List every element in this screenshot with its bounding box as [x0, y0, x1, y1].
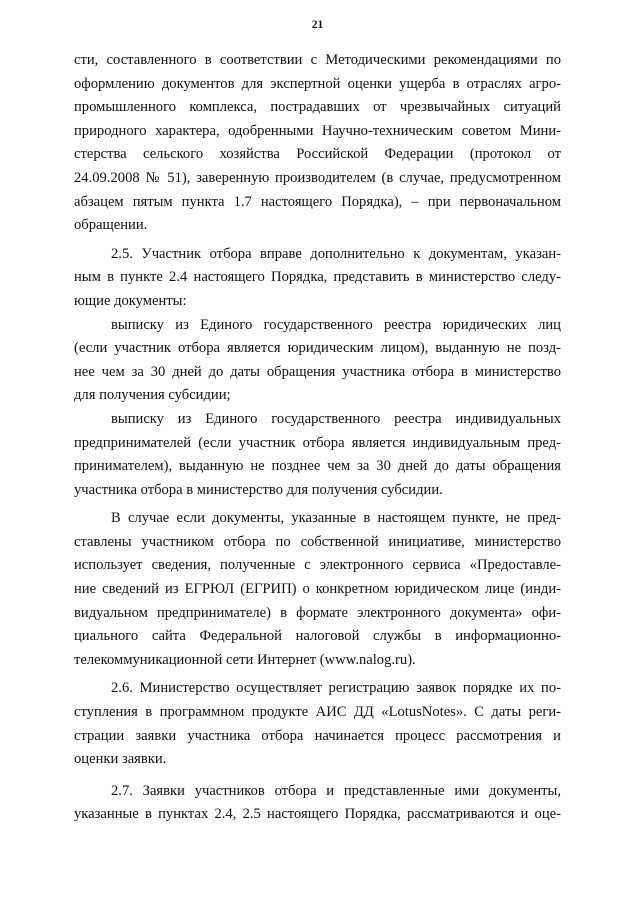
page-number: 21 — [311, 19, 324, 31]
text-line: 2.5. Участник отбора вправе дополнительно к документам, указан- — [111, 245, 561, 262]
text-line: ставлены участником отбора по собственной инициативе, министерство — [74, 533, 561, 550]
text-line: В случае если документы, указанные в настоящем пункте, не пред- — [111, 510, 561, 527]
text-line: нее чем за 30 дней до даты обращения участника отбора в министерство — [74, 363, 561, 380]
text-line: (если участник отбора является юридическим лицом), выданную не позд- — [74, 340, 561, 357]
text-line: 2.7. Заявки участников отбора и представленные ими документы, — [111, 782, 561, 799]
text-line: стерства сельского хозяйства Российской Федерации (протокол от — [74, 146, 561, 163]
text-line: страции заявки участника отбора начинается процесс рассмотрения и — [74, 727, 561, 744]
text-line: видуальном предпринимателе) в формате электронного документа» офи- — [74, 604, 561, 621]
text-line: ющие документы: — [74, 292, 187, 309]
text-line: 24.09.2008 № 51), заверенную производителем (в случае, предусмотренном — [74, 169, 561, 186]
text-line: абзацем пятым пункта 1.7 настоящего Порядка), – при первоначальном — [74, 193, 561, 210]
text-line: циального сайта Федеральной налоговой службы в информационно- — [74, 628, 561, 645]
text-line: оценки заявки. — [74, 751, 167, 768]
text-line: указанные в пунктах 2.4, 2.5 настоящего Порядка, рассматриваются и оце- — [74, 806, 561, 823]
text-line: промышленного комплекса, пострадавших от чрезвычайных ситуаций — [74, 99, 561, 116]
text-line: обращении. — [74, 217, 148, 234]
text-line: сти, составленного в соответствии с Методическими рекомендациями по — [74, 52, 561, 68]
text-line: использует сведения, полученные с электронного сервиса «Предоставле- — [74, 557, 561, 574]
text-line: ступления в программном продукте АИС ДД «LotusNotes». С даты реги- — [74, 704, 561, 721]
text-line: выписку из Единого государственного реестра юридических лиц — [111, 316, 561, 333]
document-body — [74, 49, 561, 827]
text-line: ным в пункте 2.4 настоящего Порядка, представить в министерство следу- — [74, 269, 561, 286]
text-line: принимателем), выданную не позднее чем за 30 дней до даты обращения — [74, 458, 561, 475]
text-line: оформлению документов для экспертной оценки ущерба в отраслях агро- — [74, 75, 561, 92]
text-line: 2.6. Министерство осуществляет регистрацию заявок порядке их по- — [111, 680, 561, 697]
text-line: для получения субсидии; — [74, 387, 231, 404]
text-line: выписку из Единого государственного реестра индивидуальных — [111, 410, 561, 427]
text-line: ние сведений из ЕГРЮЛ (ЕГРИП) о конкретном юридическом лице (инди- — [74, 581, 561, 598]
text-line: природного характера, одобренными Научно-техническим советом Мини- — [74, 122, 561, 139]
text-line: участника отбора в министерство для получения субсидии. — [74, 481, 443, 498]
text-line: предпринимателей (если участник отбора является индивидуальным пред- — [74, 434, 561, 451]
text-line: телекоммуникационной сети Интернет (www.nalog.ru). — [74, 651, 416, 668]
